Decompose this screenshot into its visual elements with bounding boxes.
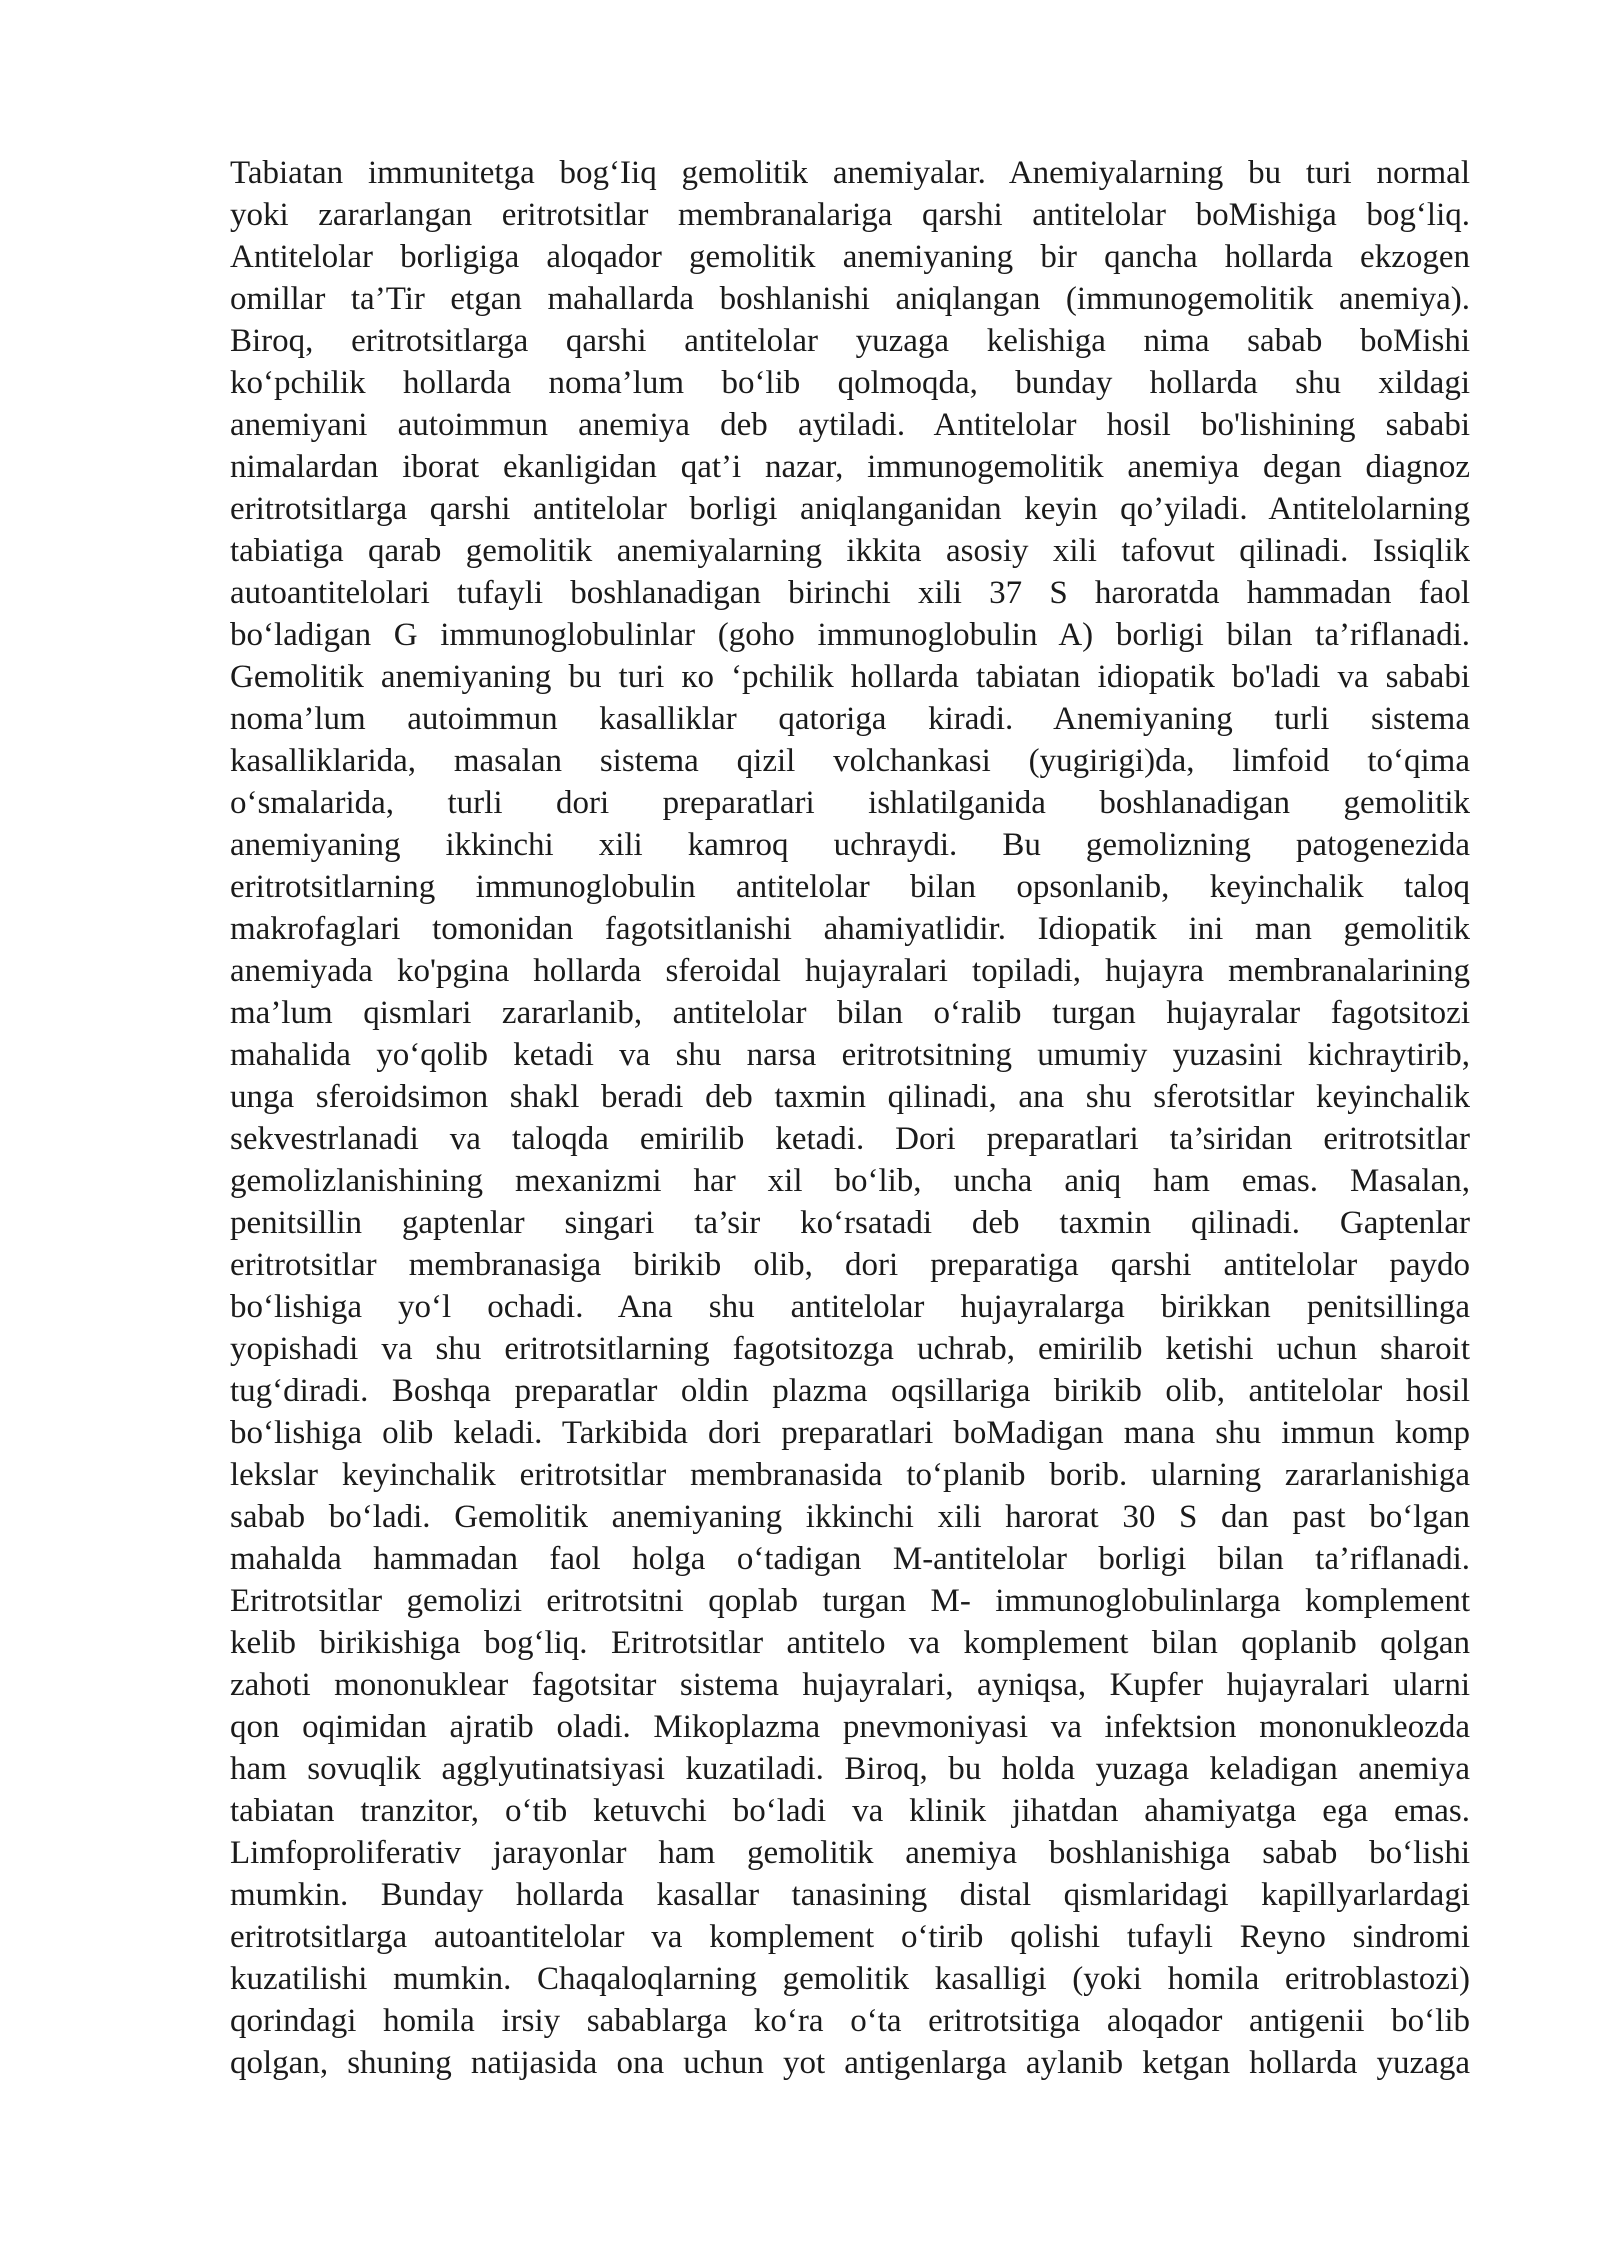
text-line: penitsillin gaptenlar singari ta’sir ko‘rsatadi deb taxmin qilinadi. Gaptenlar: [230, 1205, 1470, 1241]
text-line: makrofaglari tomonidan fagotsitlanishi ahamiyatlidir. Idiopatik ini man gemolitik: [230, 911, 1470, 947]
text-line: yoki zararlangan eritrotsitlar membranalariga qarshi antitelolar boMishiga bog‘liq.: [230, 197, 1470, 233]
text-line: Limfoproliferativ jarayonlar ham gemolitik anemiya boshlanishiga sabab bo‘lishi: [230, 1835, 1470, 1871]
text-line: yopishadi va shu eritrotsitlarning fagotsitozga uchrab, emirilib ketishi uchun sharoit: [230, 1331, 1470, 1367]
text-line: tabiatiga qarab gemolitik anemiyalarning ikkita asosiy xili tafovut qilinadi. Issiqlik: [230, 533, 1470, 569]
text-line: nimalardan iborat ekanligidan qat’i nazar, immunogemolitik anemiya degan diagnoz: [230, 449, 1470, 485]
text-line: omillar ta’Tir etgan mahallarda boshlanishi aniqlangan (immunogemolitik anemiya).: [230, 281, 1470, 317]
text-line: qolgan, shuning natijasida ona uchun yot antigenlarga aylanib ketgan hollarda yuzaga: [230, 2045, 1470, 2081]
text-line: Biroq, eritrotsitlarga qarshi antitelolar yuzaga kelishiga nima sabab boMishi: [230, 323, 1470, 359]
text-line: sekvestrlanadi va taloqda emirilib ketadi. Dori preparatlari ta’siridan eritrotsitlar: [230, 1121, 1470, 1157]
text-line: tabiatan tranzitor, o‘tib ketuvchi bo‘ladi va klinik jihatdan ahamiyatga ega emas.: [230, 1793, 1470, 1829]
text-line: zahoti mononuklear fagotsitar sistema hujayralari, ayniqsa, Kupfer hujayralari ularni: [230, 1667, 1470, 1703]
text-line: eritrotsitlar membranasiga birikib olib, dori preparatiga qarshi antitelolar paydo: [230, 1247, 1470, 1283]
text-line: kuzatilishi mumkin. Chaqaloqlarning gemolitik kasalligi (yoki homila eritroblastozi): [230, 1961, 1470, 1997]
text-line: unga sferoidsimon shakl beradi deb taxmin qilinadi, ana shu sferotsitlar keyinchalik: [230, 1079, 1470, 1115]
text-line: autoantitelolari tufayli boshlanadigan birinchi xili 37 S haroratda hammadan faol: [230, 575, 1470, 611]
text-line: qon oqimidan ajratib oladi. Mikoplazma pnevmoniyasi va infektsion mononukleozda: [230, 1709, 1470, 1745]
text-line: eritrotsitlarning immunoglobulin antitelolar bilan opsonlanib, keyinchalik taloq: [230, 869, 1470, 905]
text-line: anemiyada ko'pgina hollarda sferoidal hujayralari topiladi, hujayra membranalarining: [230, 953, 1470, 989]
text-line: lekslar keyinchalik eritrotsitlar membranasida to‘planib borib. ularning zararlanishiga: [230, 1457, 1470, 1493]
text-line: tug‘diradi. Boshqa preparatlar oldin plazma oqsillariga birikib olib, antitelolar hosil: [230, 1373, 1470, 1409]
text-line: mahalda hammadan faol holga o‘tadigan M-antitelolar borligi bilan ta’riflanadi.: [230, 1541, 1470, 1577]
text-line: Antitelolar borligiga aloqador gemolitik anemiyaning bir qancha hollarda ekzogen: [230, 239, 1470, 275]
text-line: qorindagi homila irsiy sabablarga ko‘ra o‘ta eritrotsitiga aloqador antigenii bo‘lib: [230, 2003, 1470, 2039]
text-line: sabab bo‘ladi. Gemolitik anemiyaning ikkinchi xili harorat 30 S dan past bo‘lgan: [230, 1499, 1470, 1535]
document-page: [230, 152, 1470, 2084]
text-line: Tabiatan immunitetga bog‘Iiq gemolitik anemiyalar. Anemiyalarning bu turi normal: [230, 155, 1470, 191]
text-line: o‘smalarida, turli dori preparatlari ishlatilganida boshlanadigan gemolitik: [230, 785, 1470, 821]
text-line: gemolizlanishining mexanizmi har xil bo‘lib, uncha aniq ham emas. Masalan,: [230, 1163, 1470, 1199]
text-line: ko‘pchilik hollarda noma’lum bo‘lib qolmoqda, bunday hollarda shu xildagi: [230, 365, 1470, 401]
text-line: eritrotsitlarga qarshi antitelolar borligi aniqlanganidan keyin qo’yiladi. Antitelolarning: [230, 491, 1470, 527]
text-line: ma’lum qismlari zararlanib, antitelolar bilan o‘ralib turgan hujayralar fagotsitozi: [230, 995, 1470, 1031]
text-line: eritrotsitlarga autoantitelolar va komplement o‘tirib qolishi tufayli Reyno sindromi: [230, 1919, 1470, 1955]
text-line: mumkin. Bunday hollarda kasallar tanasining distal qismlaridagi kapillyarlardagi: [230, 1877, 1470, 1913]
body-text: [230, 152, 1470, 2084]
text-line: bo‘lishiga olib keladi. Tarkibida dori preparatlari boMadigan mana shu immun komp: [230, 1415, 1470, 1451]
text-line: kelib birikishiga bog‘liq. Eritrotsitlar antitelo va komplement bilan qoplanib qolgan: [230, 1625, 1470, 1661]
text-line: noma’lum autoimmun kasalliklar qatoriga kiradi. Anemiyaning turli sistema: [230, 701, 1470, 737]
text-line: ham sovuqlik agglyutinatsiyasi kuzatiladi. Biroq, bu holda yuzaga keladigan anemiya: [230, 1751, 1470, 1787]
text-line: kasalliklarida, masalan sistema qizil volchankasi (yugirigi)da, limfoid to‘qima: [230, 743, 1470, 779]
text-line: mahalida yo‘qolib ketadi va shu narsa eritrotsitning umumiy yuzasini kichraytirib,: [230, 1037, 1470, 1073]
text-line: Eritrotsitlar gemolizi eritrotsitni qoplab turgan M- immunoglobulinlarga komplement: [230, 1583, 1470, 1619]
text-line: bo‘lishiga yo‘l ochadi. Ana shu antitelolar hujayralarga birikkan penitsillinga: [230, 1289, 1470, 1325]
text-line: bo‘ladigan G immunoglobulinlar (goho immunoglobulin A) borligi bilan ta’riflanadi.: [230, 617, 1470, 653]
text-line: Gemolitik anemiyaning bu turi кo ‘pchilik hollarda tabiatan idiopatik bo'ladi va sababi: [230, 659, 1470, 695]
text-line: anemiyaning ikkinchi xili kamroq uchraydi. Bu gemolizning patogenezida: [230, 827, 1470, 863]
text-line: anemiyani autoimmun anemiya deb aytiladi. Antitelolar hosil bo'lishining sababi: [230, 407, 1470, 443]
